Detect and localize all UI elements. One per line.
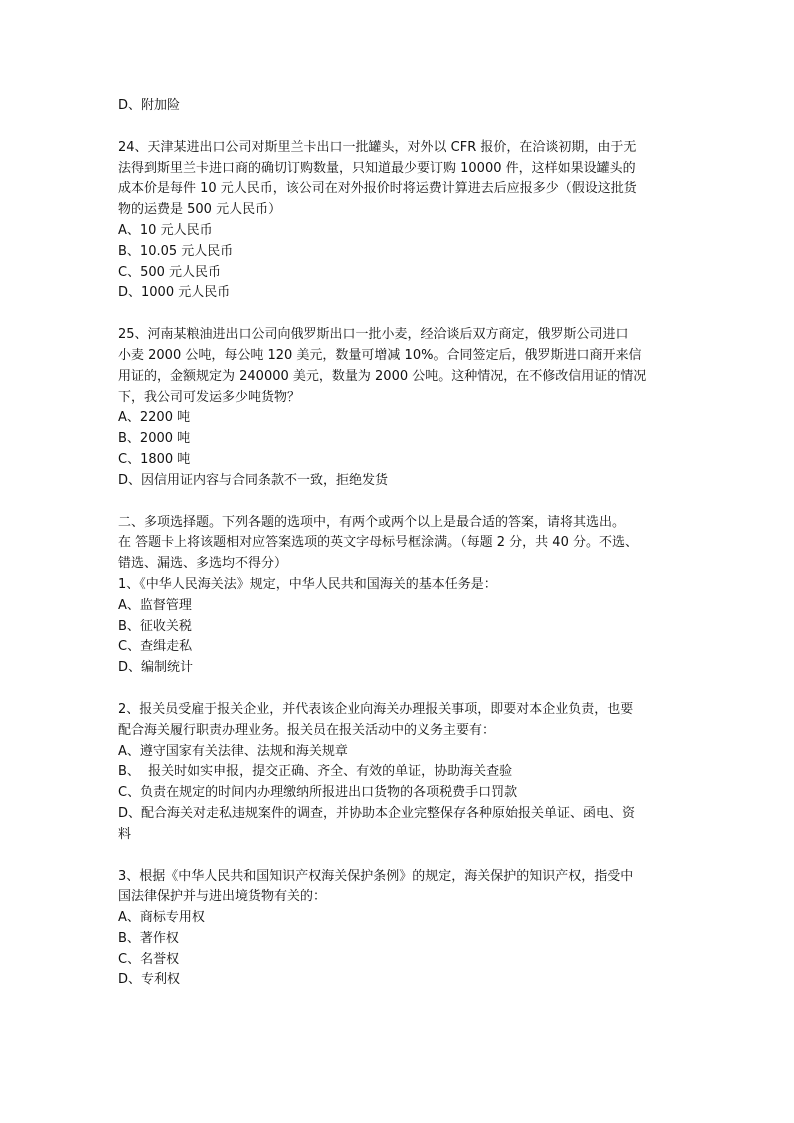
text-line: 物的运费是 500 元人民币） <box>118 202 282 218</box>
text-line: A、监督管理 <box>118 597 192 613</box>
text-line: 小麦 2000 公吨，每公吨 120 美元，数量可增减 10%。合同签定后，俄罗斯进口商开来信 <box>118 347 642 363</box>
text-line: A、10 元人民币 <box>118 222 213 238</box>
text-line: 用证的，金额规定为 240000 美元，数量为 2000 公吨。这种情况，在不修改信用证的情况 <box>118 368 647 384</box>
document-page <box>118 96 683 991</box>
text-line: 下，我公司可发运多少吨货物？ <box>118 389 301 405</box>
text-line: 料 <box>118 826 132 842</box>
text-line: 配合海关履行职责办理业务。报关员在报关活动中的义务主要有： <box>118 722 496 738</box>
text-line: 25、河南某粮油进出口公司向俄罗斯出口一批小麦，经洽谈后双方商定，俄罗斯公司进口 <box>118 327 629 343</box>
text-line: D、专利权 <box>118 972 181 988</box>
text-line: C、1800 吨 <box>118 451 191 467</box>
text-line: 24、天津某进出口公司对斯里兰卡出口一批罐头，对外以 CFR 报价，在洽谈初期，由于无 <box>118 139 637 155</box>
text-line: 国法律保护并与进出境货物有关的： <box>118 889 327 905</box>
text-line: A、遵守国家有关法律、法规和海关规章 <box>118 743 348 759</box>
text-line: C、500 元人民币 <box>118 264 222 280</box>
text-line: B、2000 吨 <box>118 431 191 447</box>
text-line: C、名誉权 <box>118 951 180 967</box>
text-line: B、10.05 元人民币 <box>118 243 234 259</box>
paragraph-gap <box>118 304 683 325</box>
text-line: 法得到斯里兰卡进口商的确切订购数量，只知道最少要订购 10000 件，这样如果设罐头的 <box>118 160 636 176</box>
text-line: D、附加险 <box>118 98 181 113</box>
text-line: 成本价是每件 10 元人民币，该公司在对外报价时将运费计算进去后应报多少（假设这批货 <box>118 181 637 197</box>
text-line: 2、报关员受雇于报关企业，并代表该企业向海关办理报关事项，即要对本企业负责，也要 <box>118 701 634 717</box>
paragraph-gap <box>118 117 683 138</box>
paragraph-gap <box>118 679 683 700</box>
paragraph-gap <box>118 846 683 867</box>
text-line: 二、多项选择题。下列各题的选项中，有两个或两个以上是最合适的答案，请将其选出。 <box>118 514 626 530</box>
text-line: 在 答题卡上将该题相对应答案选项的英文字母标号框涂满。（每题 2 分，共 40 分。不选、 <box>118 535 638 551</box>
text-line: 3、根据《中华人民共和国知识产权海关保护条例》的规定，海关保护的知识产权，指受中 <box>118 868 634 884</box>
text-line: D、配合海关对走私违规案件的调查，并协助本企业完整保存各种原始报关单证、函电、资 <box>118 805 636 821</box>
text-line: B、征收关税 <box>118 618 192 634</box>
text-line: A、2200 吨 <box>118 410 191 426</box>
text-line: B、 报关时如实申报，提交正确、齐全、有效的单证，协助海关查验 <box>118 764 513 780</box>
text-line: A、商标专用权 <box>118 910 205 926</box>
text-line: D、编制统计 <box>118 660 194 676</box>
text-line: 错选、漏选、多选均不得分） <box>118 556 288 572</box>
paragraph-gap <box>118 492 683 513</box>
text-line: D、因信用证内容与合同条款不一致，拒绝发货 <box>118 472 389 488</box>
text-line: 1、《中华人民海关法》规定，中华人民共和国海关的基本任务是： <box>118 576 497 592</box>
text-line: D、1000 元人民币 <box>118 285 231 301</box>
text-line: C、查缉走私 <box>118 639 193 655</box>
text-line: B、著作权 <box>118 930 179 946</box>
text-line: C、负责在规定的时间内办理缴纳所报进出口货物的各项税费手口罚款 <box>118 785 518 801</box>
